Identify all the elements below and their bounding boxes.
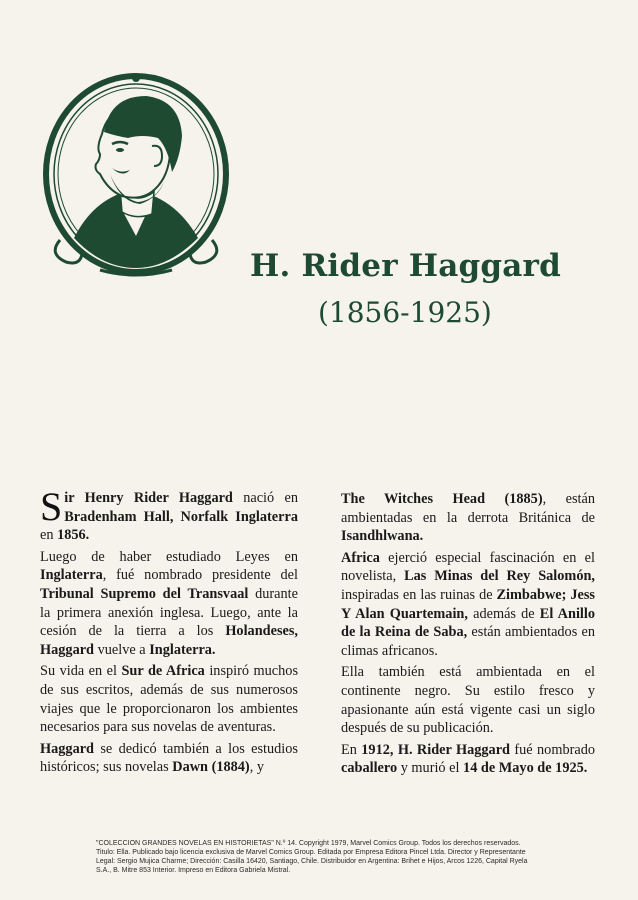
text: inspiró muchos de sus escritos, además de sus numerosos viajes que le proporcionaron los ambientes necesarios para sus novelas de aventuras. xyxy=(40,663,299,736)
text: fué nombrado xyxy=(510,741,595,758)
text: , están ambientadas en la derrota Británica de xyxy=(341,491,595,526)
text: inspiradas en las ruinas de xyxy=(341,586,497,603)
text-bold: Dawn (1884) xyxy=(172,759,250,776)
text-bold: Inglaterra xyxy=(40,567,103,584)
text-bold: Zimbabwe; Jess Y Alan Quartemain, xyxy=(341,586,595,622)
bio-column-right xyxy=(341,490,595,781)
text-bold: Africa xyxy=(341,549,380,566)
text-bold: Tribunal Supremo del Transvaal xyxy=(40,585,249,602)
bio-paragraph-8 xyxy=(341,741,595,778)
text: , fué nombrado presidente del xyxy=(102,567,298,584)
bio-paragraph-7 xyxy=(341,663,595,737)
bio-column-left xyxy=(40,484,299,780)
text-bold: ir Henry Rider Haggard xyxy=(64,490,233,506)
text: vuelve a xyxy=(94,641,150,658)
text: están ambientados en climas africanos. xyxy=(341,624,595,659)
author-years: (1856-1925) xyxy=(318,296,492,329)
author-portrait-medallion xyxy=(40,70,232,278)
text: además de xyxy=(467,605,540,622)
text: , y xyxy=(249,759,264,776)
text-bold: 1912, H. Rider Haggard xyxy=(361,741,510,758)
text-bold: The Witches Head (1885) xyxy=(341,491,543,507)
text-bold: Bradenham Hall, Norfalk Inglaterra xyxy=(64,508,298,525)
text-bold: Inglaterra. xyxy=(149,641,216,658)
text: En xyxy=(341,741,362,758)
bio-paragraph-5 xyxy=(341,490,595,546)
drop-cap: S xyxy=(40,484,63,529)
author-name-title: H. Rider Haggard xyxy=(250,248,561,284)
text: Su vida en el xyxy=(40,663,122,680)
text-bold: Sur de Africa xyxy=(121,663,205,680)
text: nació en xyxy=(232,490,298,506)
text: Ella también está ambientada en el continente negro. Su estilo fresco y apasionante aún está vigente casi un siglo después de su publicación. xyxy=(341,664,595,737)
text: ejerció especial fascinación en el novelista, xyxy=(341,549,595,585)
bio-paragraph-6 xyxy=(341,549,595,661)
text-bold: Isandhlwana. xyxy=(341,528,424,545)
copyright-footer: "COLECCION GRANDES NOVELAS EN HISTORIETAS" N.º 14. Copyright 1979, Marvel Comics Group. Todos los derechos reservados. Titulo: Ella. Publicado bajo licencia exclusiva de Marvel Comics Group. Editada por Empresa Editora Pincel Ltda. Director y Representante Legal: Sergio Mujica Charme; Dirección: Casilla 16420, Santiago, Chile. Distribuidor en Argentina: Brihet e Hijos, Arcos 1226, Capital Ryela S.A., B. Mitre 853 Interior. Impreso en Editora Gabriela Mistral. xyxy=(96,840,528,874)
text-bold: El Anillo de la Reina de Saba, xyxy=(341,605,596,641)
text: en xyxy=(40,527,58,544)
text-bold: Las Minas del Rey Salomón, xyxy=(404,568,596,585)
bio-paragraph-3 xyxy=(40,662,298,736)
bio-paragraph-4 xyxy=(40,740,298,777)
text-bold: 1856. xyxy=(57,527,90,544)
bio-paragraph-2 xyxy=(40,548,298,660)
bio-paragraph-1 xyxy=(40,484,298,545)
text-bold: caballero xyxy=(341,760,398,777)
text-bold: 14 de Mayo de 1925. xyxy=(463,760,588,777)
text: y murió el xyxy=(397,760,464,777)
text-bold: Holandeses, Haggard xyxy=(40,623,298,658)
text: durante la primera anexión inglesa. Luego, ante la cesión de la tierra a los xyxy=(40,585,298,640)
text: se dedicó también a los estudios históricos; sus novelas xyxy=(40,740,298,776)
text-bold: Haggard xyxy=(40,740,95,757)
text: Luego de haber estudiado Leyes en xyxy=(40,548,298,565)
